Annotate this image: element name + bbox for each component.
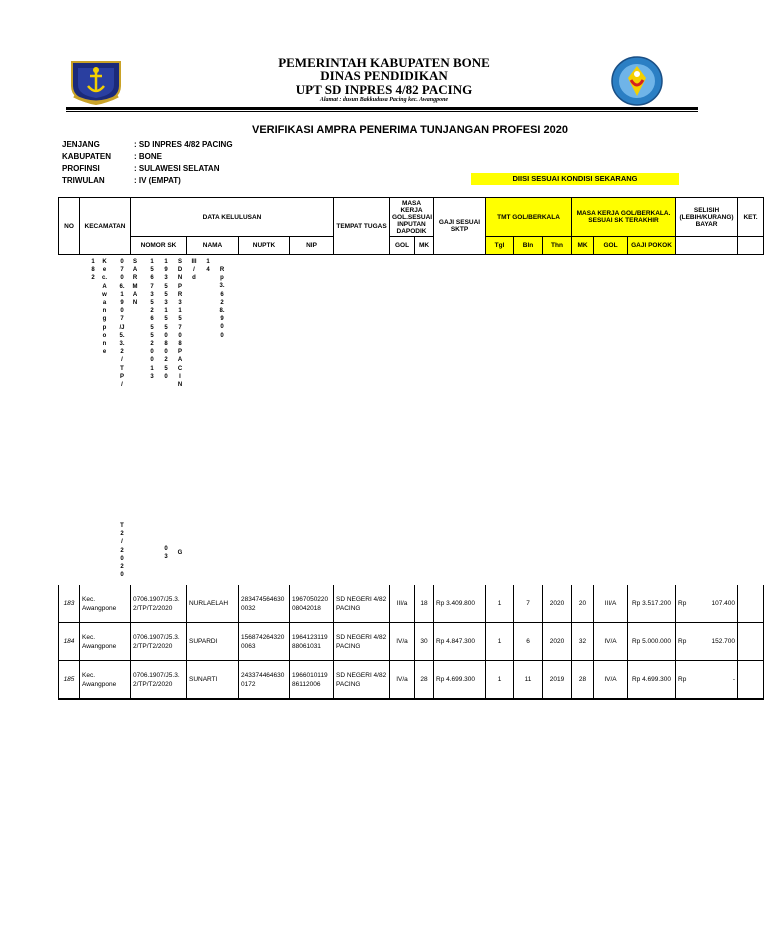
col-no: NO xyxy=(59,198,80,255)
cell-no: 185 xyxy=(59,661,80,700)
vertical-fragment: 1 9 3 5 5 3 1 5 5 0 8 0 2 5 0 xyxy=(164,259,168,380)
info-profinsi xyxy=(62,164,219,173)
cell-nama: SUNARTI xyxy=(187,661,239,700)
cell-selisih xyxy=(676,623,738,661)
cell-gol: III/a xyxy=(390,585,415,623)
info-jenjang xyxy=(62,140,233,149)
info-value: : SD INPRES 4/82 PACING xyxy=(134,140,233,149)
col-tempat-tugas: TEMPAT TUGAS xyxy=(334,198,390,255)
vertical-fragment: R p 3. 6 2 8. 9 0 0 xyxy=(219,267,225,339)
cell-nomor-sk: 0706.1907/J5.3.2/TP/T2/2020 xyxy=(131,585,187,623)
cell-thn: 2020 xyxy=(543,585,572,623)
table-row xyxy=(59,661,764,700)
vertical-fragment: S D N P R 3 1 5 7 0 8 P A C I N xyxy=(177,259,183,389)
cell-gaji-pokok: Rp 5.000.000 xyxy=(628,623,676,661)
cell-kecamatan: Kec. Awangpone xyxy=(80,661,131,700)
col-data-kelulusan: DATA KELULUSAN xyxy=(131,198,334,237)
data-table xyxy=(58,585,764,700)
cell-gol2: III/A xyxy=(594,585,628,623)
cell-selisih xyxy=(676,585,738,623)
kop-line-3: UPT SD INPRES 4/82 PACING xyxy=(295,82,473,97)
cell-nama: SUPARDI xyxy=(187,623,239,661)
cell-nip: 196705022008042018 xyxy=(290,585,334,623)
col-masa-kerja-sk: MASA KERJA GOL/BERKALA. SESUAI SK TERAKHIR xyxy=(572,198,676,237)
col-gaji-sesuai: GAJI SESUAI SKTP xyxy=(434,198,486,255)
cell-tgl: 1 xyxy=(486,623,514,661)
cell-tempat: SD NEGERI 4/82 PACING xyxy=(334,585,390,623)
cell-ket xyxy=(738,661,764,700)
col-selisih: SELISIH (LEBIH/KURANG) BAYAR xyxy=(676,198,738,237)
cell-mk2: 28 xyxy=(572,661,594,700)
vertical-fragment: G xyxy=(177,550,183,556)
vertical-fragment: K e c. A w a n g p o n e xyxy=(101,259,107,356)
cell-mk2: 20 xyxy=(572,585,594,623)
cell-nip: 196601011986112006 xyxy=(290,661,334,700)
vertical-fragment: 1 4 xyxy=(206,259,210,274)
cell-thn: 2019 xyxy=(543,661,572,700)
cell-tgl: 1 xyxy=(486,661,514,700)
cell-gaji: Rp 4.699.300 xyxy=(434,661,486,700)
note-banner: DIISI SESUAI KONDISI SEKARANG xyxy=(471,173,679,185)
cell-no: 184 xyxy=(59,623,80,661)
info-label: TRIWULAN xyxy=(62,176,105,185)
kop-address: Alamat : dusun Bakkudusa Pacing kec. Awangpone xyxy=(319,97,449,103)
vertical-fragment: S A R M A N xyxy=(132,259,138,307)
cell-nuptk: 1568742643200063 xyxy=(239,623,290,661)
info-value: : SULAWESI SELATAN xyxy=(134,164,220,173)
cell-nuptk: 2433744646300172 xyxy=(239,661,290,700)
col-masa-kerja: MASA KERJA GOL.SESUAI INPUTAN DAPODIK xyxy=(390,198,434,237)
cell-gaji-pokok: Rp 3.517.200 xyxy=(628,585,676,623)
cell-kecamatan: Kec. Awangpone xyxy=(80,623,131,661)
cell-gol2: IV/A xyxy=(594,623,628,661)
cell-mk2: 32 xyxy=(572,623,594,661)
vertical-fragment: T 2 / 2 0 2 0 xyxy=(120,523,124,579)
cell-gaji: Rp 3.409.800 xyxy=(434,585,486,623)
col-tmt: TMT GOL/BERKALA xyxy=(486,198,572,237)
vertical-fragment: III / d xyxy=(191,259,197,282)
cell-gol2: IV/A xyxy=(594,661,628,700)
header-table xyxy=(58,197,764,255)
selisih-rp: Rp xyxy=(678,638,687,645)
cell-tgl: 1 xyxy=(486,585,514,623)
cell-nomor-sk: 0706.1907/J5.3.2/TP/T2/2020 xyxy=(131,623,187,661)
col-kecamatan: KECAMATAN xyxy=(80,198,131,255)
col-thn: Thn xyxy=(543,237,572,255)
tut-wuri-handayani-logo-icon xyxy=(610,56,664,106)
info-value: : IV (EMPAT) xyxy=(134,176,181,185)
kop-rule-thin xyxy=(66,111,698,112)
cell-nuptk: 2834745646300032 xyxy=(239,585,290,623)
selisih-rp: Rp xyxy=(678,676,687,683)
kabupaten-bone-logo-icon xyxy=(68,56,124,106)
col-tgl: Tgl xyxy=(486,237,514,255)
cell-bln: 11 xyxy=(514,661,543,700)
info-label: PROFINSI xyxy=(62,164,100,173)
cell-nip: 196412311988061031 xyxy=(290,623,334,661)
cell-tempat: SD NEGERI 4/82 PACING xyxy=(334,623,390,661)
cell-tempat: SD NEGERI 4/82 PACING xyxy=(334,661,390,700)
cell-selisih xyxy=(676,661,738,700)
table-row xyxy=(59,585,764,623)
info-triwulan xyxy=(62,176,181,185)
selisih-value: 152.700 xyxy=(711,638,735,645)
col-nuptk: NUPTK xyxy=(239,237,290,255)
cell-gol: IV/a xyxy=(390,661,415,700)
info-value: : BONE xyxy=(134,152,162,161)
kop-line-2: DINAS PENDIDIKAN xyxy=(320,68,448,83)
info-label: KABUPATEN xyxy=(62,152,112,161)
col-nip: NIP xyxy=(290,237,334,255)
cell-bln: 6 xyxy=(514,623,543,661)
col-gol2: GOL xyxy=(594,237,628,255)
cell-gaji-pokok: Rp 4.699.300 xyxy=(628,661,676,700)
vertical-fragment: 1 5 6 7 3 5 2 6 5 5 2 0 0 1 3 xyxy=(150,259,154,380)
col-bln: Bln xyxy=(514,237,543,255)
document-title: VERIFIKASI AMPRA PENERIMA TUNJANGAN PROFESI 2020 xyxy=(252,124,568,136)
col-mk: MK xyxy=(415,237,434,255)
cell-mk: 28 xyxy=(415,661,434,700)
info-kabupaten xyxy=(62,152,162,161)
info-label: JENJANG xyxy=(62,140,100,149)
cell-mk: 30 xyxy=(415,623,434,661)
vertical-fragment: 0 3 xyxy=(164,546,168,561)
table-row xyxy=(59,623,764,661)
col-nama: NAMA xyxy=(187,237,239,255)
cell-nomor-sk: 0706.1907/J5.3.2/TP/T2/2020 xyxy=(131,661,187,700)
cell-gol: IV/a xyxy=(390,623,415,661)
col-gaji-pokok: GAJI POKOK xyxy=(628,237,676,255)
vertical-fragment: 0 7 0 6. 1 9 0 7 /J 5. 3. 2 / T P / xyxy=(119,259,125,389)
vertical-fragment: 1 8 2 xyxy=(91,259,95,282)
cell-mk: 18 xyxy=(415,585,434,623)
kop-rule-thick xyxy=(66,107,698,110)
selisih-value: - xyxy=(732,676,735,683)
cell-ket xyxy=(738,585,764,623)
cell-gaji: Rp 4.847.300 xyxy=(434,623,486,661)
cell-ket xyxy=(738,623,764,661)
cell-bln: 7 xyxy=(514,585,543,623)
cell-thn: 2020 xyxy=(543,623,572,661)
col-ket: KET. xyxy=(738,198,764,237)
cell-nama: NURLAELAH xyxy=(187,585,239,623)
cell-kecamatan: Kec. Awangpone xyxy=(80,585,131,623)
col-nomor-sk: NOMOR SK xyxy=(131,237,187,255)
kop-line-1: PEMERINTAH KABUPATEN BONE xyxy=(278,55,490,70)
col-gol: GOL xyxy=(390,237,415,255)
cell-no: 183 xyxy=(59,585,80,623)
col-mk2: MK xyxy=(572,237,594,255)
selisih-value: 107.400 xyxy=(711,600,735,607)
selisih-rp: Rp xyxy=(678,600,687,607)
